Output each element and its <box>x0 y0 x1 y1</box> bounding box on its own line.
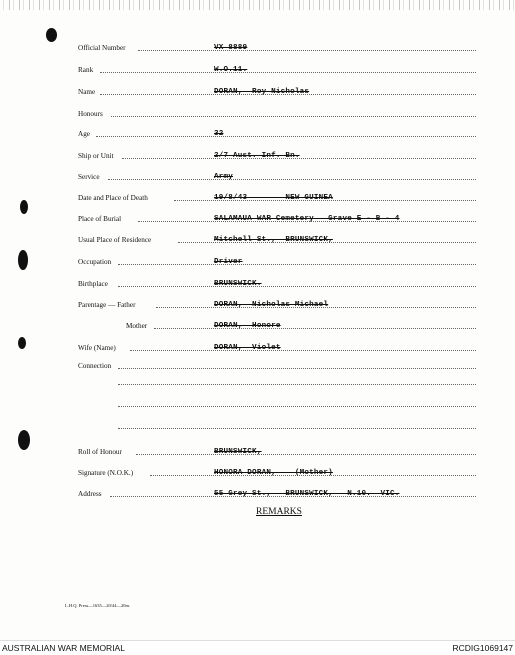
row-birthplace <box>78 276 476 290</box>
label-wife-name: Wife (Name) <box>78 344 116 352</box>
value-official-number: VX 8889 <box>214 44 248 52</box>
row-age <box>78 126 476 140</box>
row-ship-or-unit <box>78 148 476 162</box>
punch-hole-2 <box>20 200 28 214</box>
value-occupation: Driver <box>214 258 243 266</box>
connection-line-2 <box>118 406 476 407</box>
label-connection: Connection <box>78 362 112 370</box>
row-signature-nok <box>78 465 476 479</box>
value-date-place-death: 19/8/43 NEW GUINEA <box>214 194 333 202</box>
row-place-of-burial <box>78 211 476 225</box>
printer-note: L.H.Q. Press—1635—20/44—20m. <box>65 603 131 608</box>
label-official-number: Official Number <box>78 44 126 52</box>
value-wife-name: DORAN, Violet <box>214 344 281 352</box>
value-place-of-burial: SALAMAUA WAR Cemetery Grave E - B - 4 <box>214 215 400 223</box>
row-name <box>78 84 476 98</box>
scan-edge-noise <box>0 0 515 10</box>
label-parentage-mother: Mother <box>126 322 148 330</box>
footer-bar <box>0 640 515 655</box>
punch-hole-5 <box>18 430 30 450</box>
label-birthplace: Birthplace <box>78 280 108 288</box>
value-name: DORAN, Roy Nicholas <box>214 88 310 96</box>
label-honours: Honours <box>78 110 103 118</box>
row-address <box>78 486 476 500</box>
row-connection <box>78 358 476 372</box>
label-parentage-father: Parentage — Father <box>78 301 136 309</box>
row-parentage-father <box>78 297 476 311</box>
row-roll-of-honour <box>78 444 476 458</box>
label-rank: Rank <box>78 66 94 74</box>
value-address: 55 Grey St., BRUNSWICK, N.10. VIC. <box>214 490 400 498</box>
label-usual-residence: Usual Place of Residence <box>78 236 152 244</box>
label-occupation: Occupation <box>78 258 112 266</box>
value-age: 32 <box>214 130 224 138</box>
label-signature-nok: Signature (N.O.K.) <box>78 469 134 477</box>
row-official-number <box>78 40 476 54</box>
value-birthplace: BRUNSWICK. <box>214 280 262 288</box>
label-date-place-death: Date and Place of Death <box>78 194 148 202</box>
label-name: Name <box>78 88 96 96</box>
punch-hole-1 <box>46 28 57 42</box>
label-roll-of-honour: Roll of Honour <box>78 448 122 456</box>
punch-hole-4 <box>18 337 26 349</box>
label-address: Address <box>78 490 102 498</box>
footer-record-id: RCDIG1069147 <box>452 643 513 653</box>
row-wife-name <box>78 340 476 354</box>
value-ship-or-unit: 2/7 Aust. Inf. Bn. <box>214 152 300 160</box>
connection-line-3 <box>118 428 476 429</box>
row-usual-residence <box>78 232 476 246</box>
row-date-place-death <box>78 190 476 204</box>
value-parentage-father: DORAN, Nicholas Michael <box>214 301 329 309</box>
punch-hole-3 <box>18 250 28 270</box>
value-service: Army <box>214 173 234 181</box>
row-honours <box>78 106 476 120</box>
connection-line-1 <box>118 384 476 385</box>
value-rank: W.O.11. <box>214 66 248 74</box>
label-ship-or-unit: Ship or Unit <box>78 152 114 160</box>
remarks-heading: REMARKS <box>256 507 302 517</box>
footer-institution: AUSTRALIAN WAR MEMORIAL <box>2 643 125 653</box>
row-rank <box>78 62 476 76</box>
value-usual-residence: Mitchell St., BRUNSWICK, <box>214 236 333 244</box>
value-parentage-mother: DORAN, Honore <box>214 322 281 330</box>
label-age: Age <box>78 130 90 138</box>
label-service: Service <box>78 173 100 181</box>
value-roll-of-honour: BRUNSWICK, <box>214 448 262 456</box>
value-signature-nok: HONORA DORAN, (Mother) <box>214 469 333 477</box>
row-parentage-mother <box>78 318 476 332</box>
label-place-of-burial: Place of Burial <box>78 215 122 223</box>
row-occupation <box>78 254 476 268</box>
row-service <box>78 169 476 183</box>
